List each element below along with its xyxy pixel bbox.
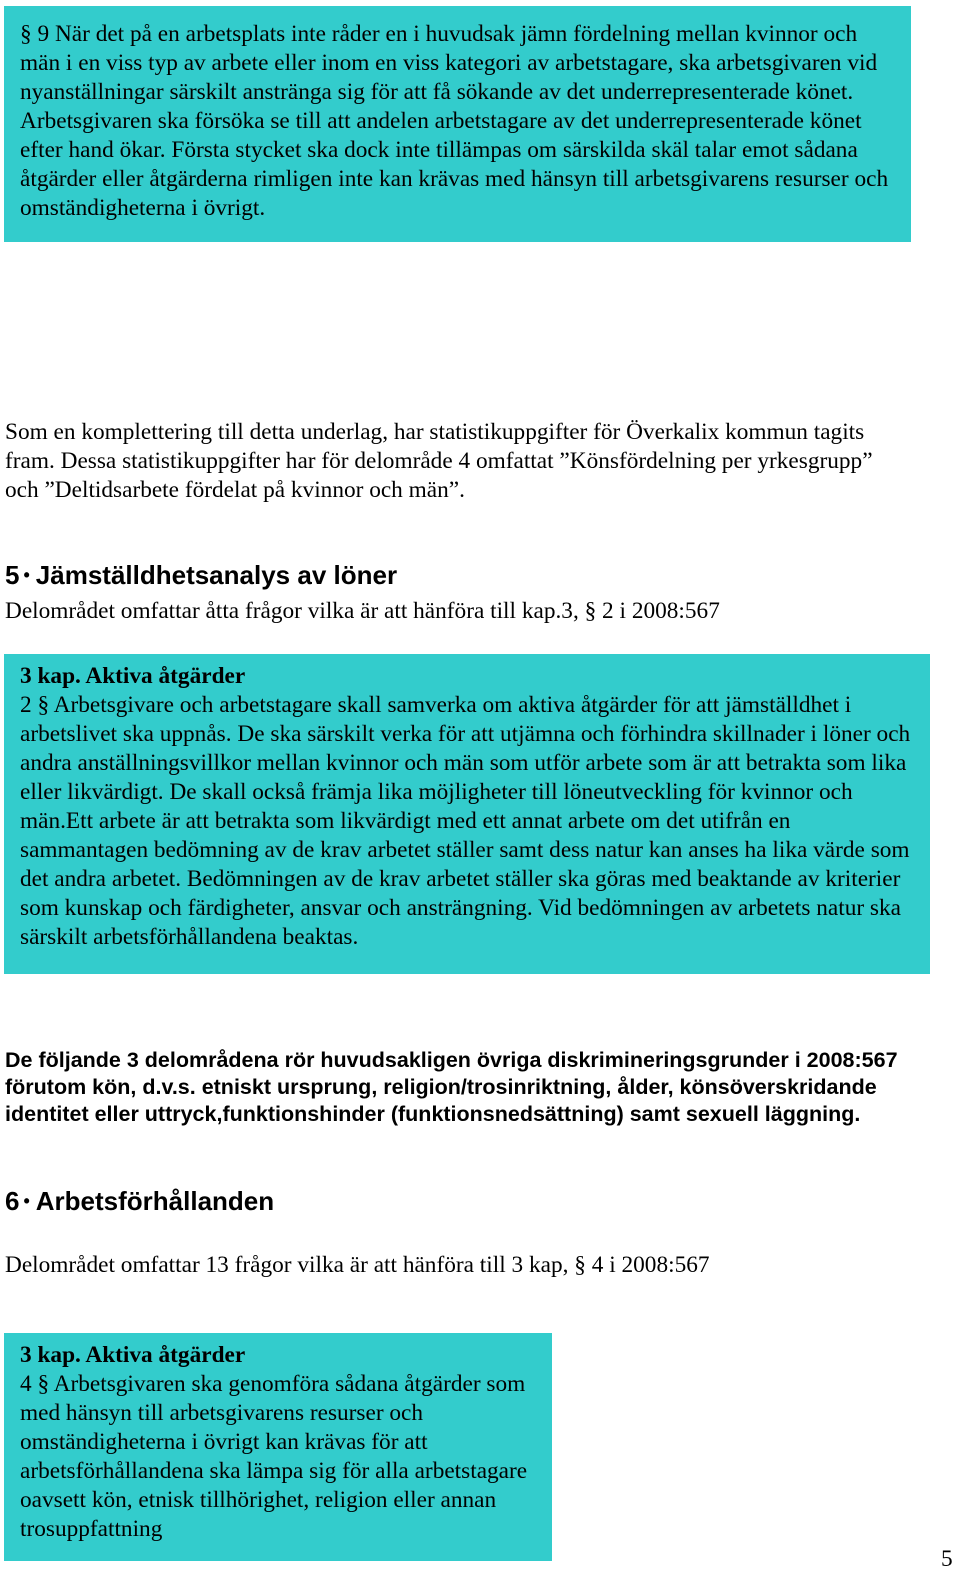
- intro-paragraph: Som en komplettering till detta underlag, har statistikuppgifter för Överkalix kommun tagits fram. Dessa statistikuppgifter har för delområde 4 omfattat ”Könsfördelning per yrkesgrupp” och ”Deltidsarbete fördelat på kvinnor och män”.: [5, 419, 873, 503]
- law-excerpt-text: § 9 När det på en arbetsplats inte råder en i huvudsak jämn fördelning mellan kvinnor och män i en viss typ av arbete eller inom en viss kategori av arbetstagare, ska arbetsgivaren vid nyanställningar särskilt anstränga sig för att få sökande av det underrepresenterade könet. Arbetsgivaren ska försöka se till att andelen arbetstagare av det underrepresenterade könet efter hand ökar. Första stycket ska dock inte tillämpas om särskilda skäl talar emot sådana åtgärder eller åtgärderna rimligen inte kan krävas med hänsyn till arbetsgivarens resurser och omständigheterna i övrigt.: [20, 21, 889, 221]
- law-excerpt-text: 4 § Arbetsgivaren ska genomföra sådana åtgärder som med hänsyn till arbetsgivarens resurser och omständigheterna i övrigt kan krävas för att arbetsförhållandena ska lämpa sig för alla arbetstagare oavsett kön, etnisk tillhörighet, religion eller annan trosuppfattning: [20, 1371, 528, 1542]
- bold-summary-paragraph: De följande 3 delområdena rör huvudsakligen övriga diskrimineringsgrunder i 2008:567 förutom kön, d.v.s. etniskt ursprung, religion/trosinriktning, ålder, könsöverskridande identitet eller uttryck,funktionshinder (funktionsnedsättning) samt sexuell läggning.: [5, 1048, 898, 1126]
- page-number: 5: [941, 1546, 953, 1572]
- section-5-heading: [5, 560, 397, 590]
- law-excerpt-box-2: [4, 654, 930, 974]
- section-6-heading: [5, 1186, 274, 1216]
- box-heading: 3 kap. Aktiva åtgärder: [20, 663, 246, 689]
- law-excerpt-text: 2 § Arbetsgivare och arbetstagare skall samverka om aktiva åtgärder för att jämställdhet i arbetslivet ska uppnås. De ska särskilt verka för att utjämna och förhindra skillnader i löner och andra anställningsvillkor mellan kvinnor och män som utför arbete som är att betrakta som lika eller likvärdigt. De skall också främja lika möjligheter till löneutveckling för kvinnor och män.Ett arbete är att betrakta som likvärdigt med ett annat arbete om det utifrån en sammantagen bedömning av de krav arbetet ställer samt dess natur kan anses ha lika värde som det andra arbetet. Bedömningen av de krav arbetet ställer ska göras med beaktande av kriterier som kunskap och färdigheter, ansvar och ansträngning. Vid bedömningen av arbetets natur ska särskilt arbetsförhållandena beaktas.: [20, 692, 911, 950]
- section-6-description: Delområdet omfattar 13 frågor vilka är att hänföra till 3 kap, § 4 i 2008:567: [5, 1252, 710, 1278]
- box-heading: 3 kap. Aktiva åtgärder: [20, 1342, 246, 1368]
- section-title: Jämställdhetsanalys av löner: [35, 560, 398, 590]
- section-number: 5: [5, 560, 20, 590]
- section-title: Arbetsförhållanden: [35, 1186, 275, 1216]
- section-number: 6: [5, 1186, 20, 1216]
- law-excerpt-box-1: [4, 6, 911, 242]
- section-5-description: Delområdet omfattar åtta frågor vilka är att hänföra till kap.3, § 2 i 2008:567: [5, 598, 720, 624]
- bullet-icon: •: [23, 565, 30, 585]
- law-excerpt-box-3: [4, 1333, 552, 1561]
- bullet-icon: •: [23, 1191, 30, 1211]
